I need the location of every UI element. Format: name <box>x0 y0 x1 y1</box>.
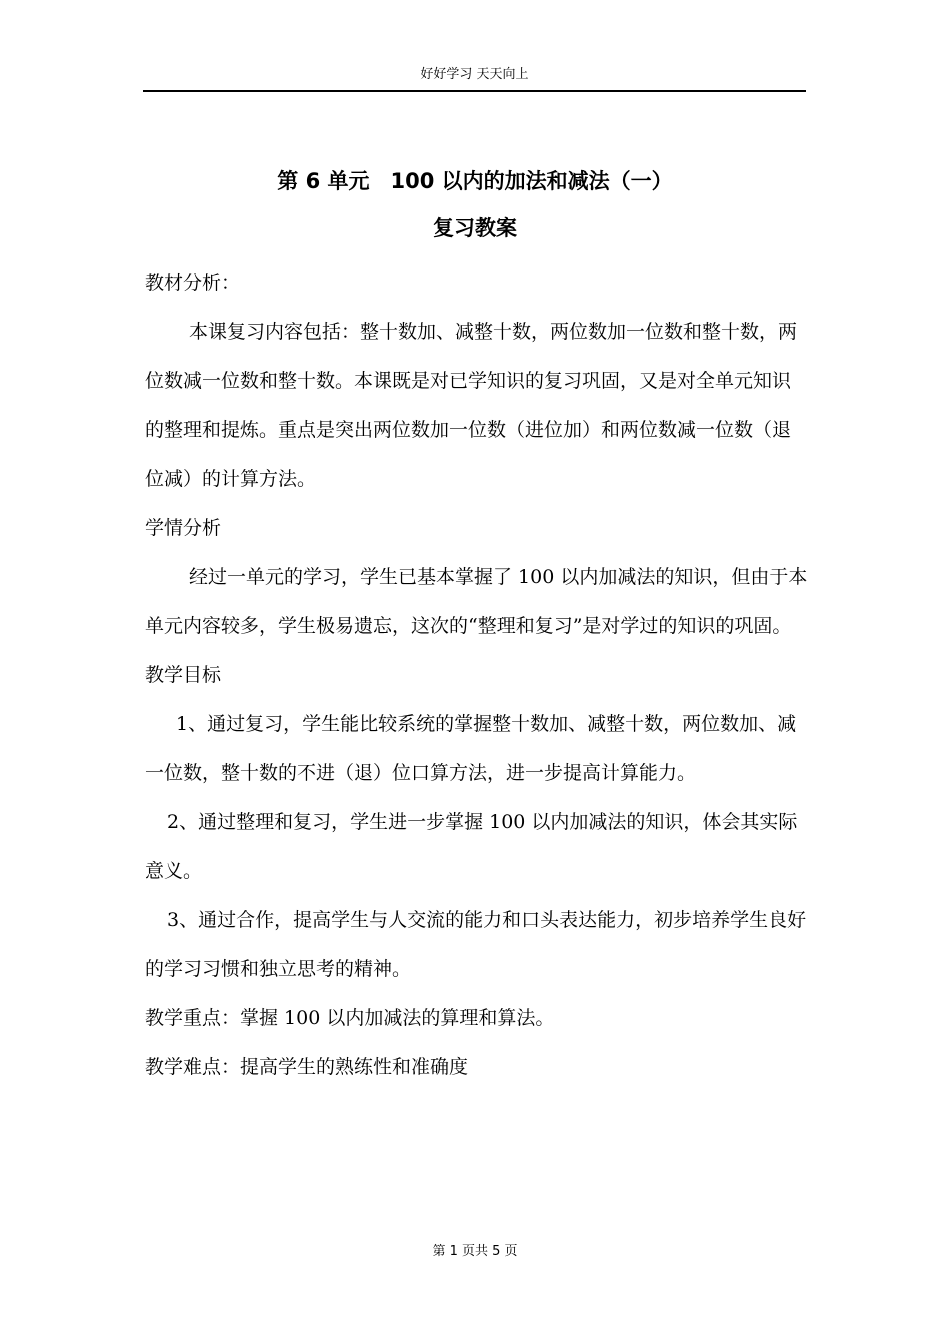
difficulty-point: 教学难点：提高学生的熟练性和准确度 <box>145 1056 469 1078</box>
document-subtitle: 复习教案 <box>433 216 517 240</box>
goal-item-2: 2、通过整理和复习，学生进一步掌握 100 以内加减法的知识，体会其实际意义。 <box>145 811 798 882</box>
section-heading-goals: 教学目标 <box>145 664 222 686</box>
page-indicator: 第 1 页共 5 页 <box>432 1244 518 1259</box>
header-text: 好好学习 天天向上 <box>420 67 529 82</box>
key-point: 教学重点：掌握 100 以内加减法的算理和算法。 <box>145 1007 555 1029</box>
material-paragraph: 本课复习内容包括：整十数加、减整十数，两位数加一位数和整十数，两位数减一位数和整十数。本课既是对已学知识的复习巩固，又是对全单元知识的整理和提炼。重点是突出两位数加一位数（进位加）和两位数减一位数（退位减）的计算方法。 <box>145 321 798 490</box>
goal-item-1: 1、通过复习，学生能比较系统的掌握整十数加、减整十数，两位数加、减一位数，整十数的不进（退）位口算方法，进一步提高计算能力。 <box>145 713 797 784</box>
goal-item-3: 3、通过合作，提高学生与人交流的能力和口头表达能力，初步培养学生良好的学习习惯和独立思考的精神。 <box>145 909 807 980</box>
section-heading-material: 教材分析： <box>145 272 241 294</box>
section-heading-learner: 学情分析 <box>145 517 222 539</box>
document-body <box>145 259 809 1092</box>
page-header <box>143 62 806 92</box>
learner-paragraph: 经过一单元的学习，学生已基本掌握了 100 以内加减法的知识，但由于本单元内容较多，学生极易遗忘，这次的“整理和复习”是对学过的知识的巩固。 <box>145 566 808 637</box>
document-title: 第 6 单元 100 以内的加法和减法（一） <box>277 169 673 193</box>
page-footer <box>0 1242 950 1262</box>
